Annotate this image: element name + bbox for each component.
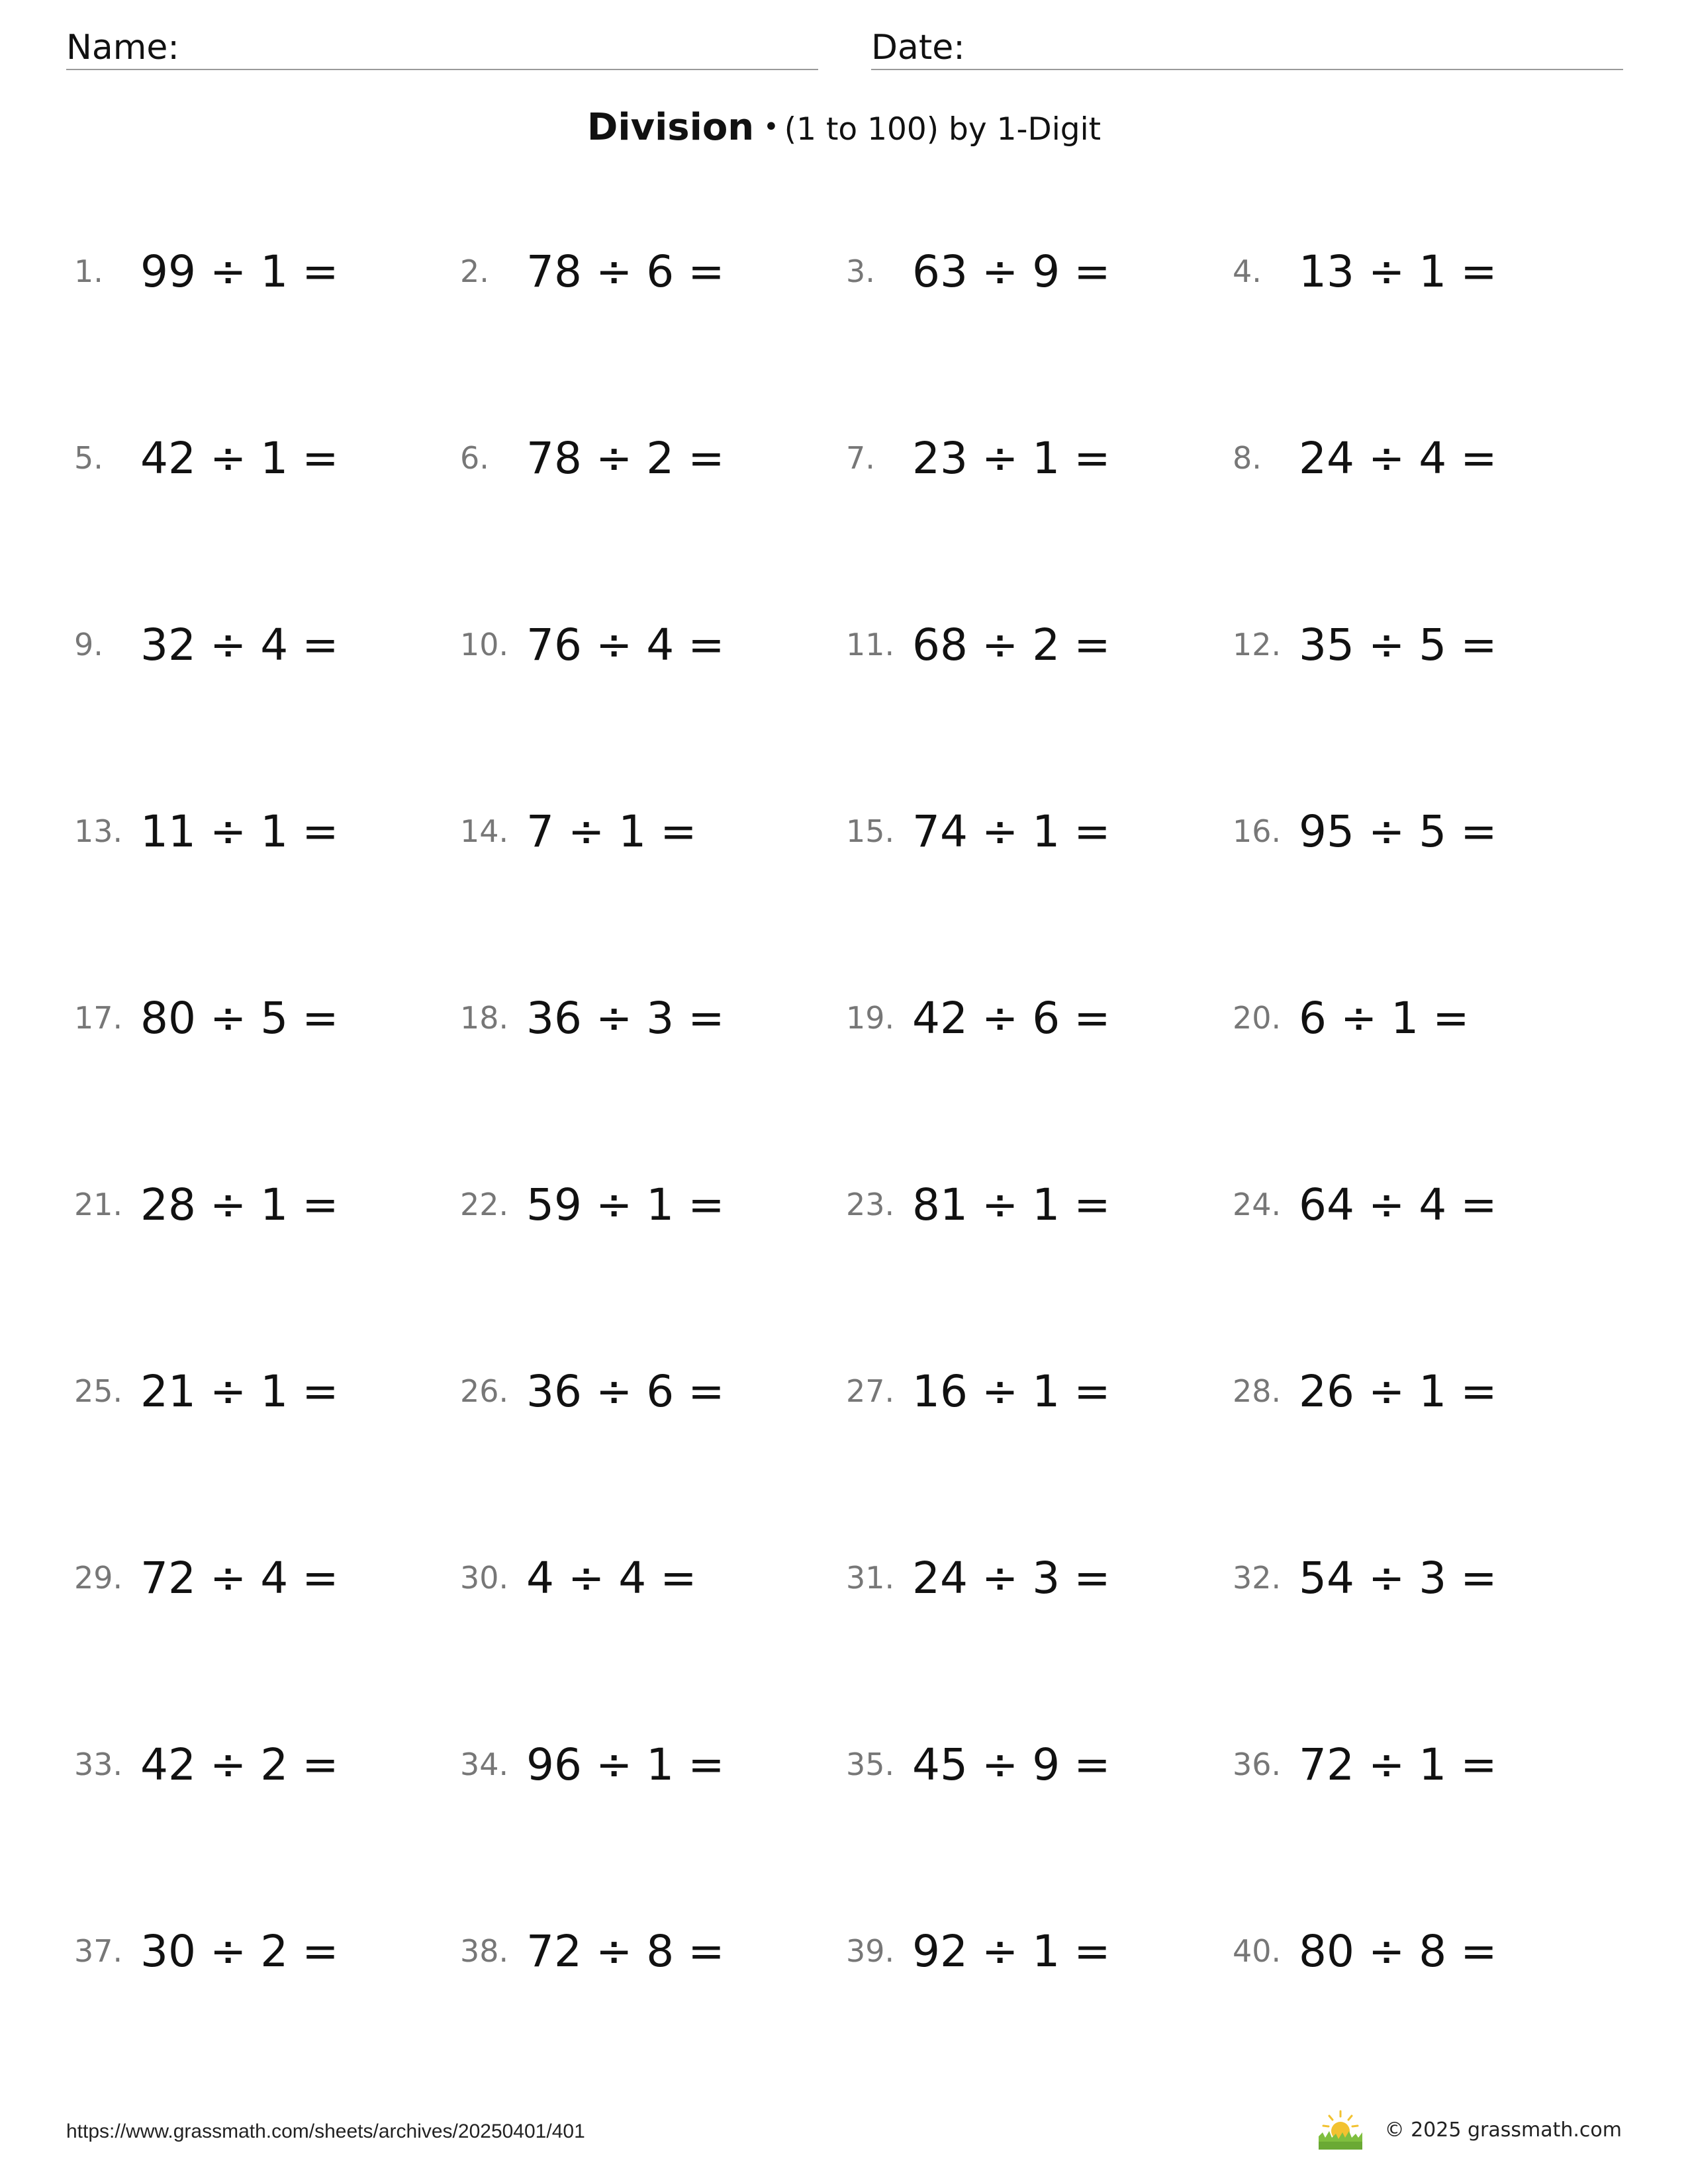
problem-expression: 36 ÷ 6 = <box>526 1365 725 1417</box>
problem-item <box>460 1358 725 1424</box>
problem-number: 38. <box>460 1933 509 1969</box>
problem-expression: 68 ÷ 2 = <box>912 619 1111 670</box>
problem-item <box>1233 985 1470 1051</box>
problem-expression: 42 ÷ 1 = <box>140 432 339 484</box>
problem-item <box>1233 238 1497 304</box>
problem-number: 20. <box>1233 1000 1282 1036</box>
problem-item <box>460 985 725 1051</box>
problem-item <box>846 1358 1111 1424</box>
problem-item <box>846 798 1111 864</box>
problem-expression: 59 ÷ 1 = <box>526 1179 725 1230</box>
problem-number: 29. <box>74 1560 123 1596</box>
copyright-text: © 2025 grassmath.com <box>1384 2118 1622 2142</box>
problem-item <box>846 425 1111 491</box>
title-separator: • <box>763 112 779 142</box>
problem-expression: 64 ÷ 4 = <box>1299 1179 1497 1230</box>
footer-brand <box>1317 2109 1622 2151</box>
problem-number: 4. <box>1233 253 1262 289</box>
problem-expression: 4 ÷ 4 = <box>526 1552 697 1604</box>
problem-item <box>846 612 1111 678</box>
problem-number: 16. <box>1233 813 1282 849</box>
problem-item <box>846 238 1111 304</box>
problem-number: 40. <box>1233 1933 1282 1969</box>
problem-expression: 11 ÷ 1 = <box>140 805 339 857</box>
problem-expression: 99 ÷ 1 = <box>140 246 339 297</box>
problem-item <box>460 798 697 864</box>
problem-expression: 96 ÷ 1 = <box>526 1739 725 1790</box>
problem-expression: 72 ÷ 8 = <box>526 1925 725 1977</box>
problem-item <box>846 1545 1111 1611</box>
footer-url[interactable]: https://www.grassmath.com/sheets/archives/20250401/401 <box>66 2120 585 2142</box>
problem-item <box>460 1731 725 1797</box>
problem-expression: 72 ÷ 1 = <box>1299 1739 1497 1790</box>
page-title <box>0 106 1688 149</box>
problem-number: 10. <box>460 627 509 662</box>
problem-item <box>74 1171 339 1238</box>
problem-number: 2. <box>460 253 489 289</box>
problem-expression: 6 ÷ 1 = <box>1299 992 1470 1044</box>
problem-item <box>1233 798 1497 864</box>
problem-number: 17. <box>74 1000 123 1036</box>
problem-expression: 42 ÷ 2 = <box>140 1739 339 1790</box>
problem-item <box>74 1731 339 1797</box>
problem-number: 34. <box>460 1747 509 1782</box>
problem-expression: 32 ÷ 4 = <box>140 619 339 670</box>
problem-number: 12. <box>1233 627 1282 662</box>
problem-number: 23. <box>846 1187 895 1222</box>
problem-item <box>1233 1171 1497 1238</box>
problem-number: 13. <box>74 813 123 849</box>
problem-expression: 24 ÷ 3 = <box>912 1552 1111 1604</box>
problem-item <box>74 425 339 491</box>
problem-expression: 26 ÷ 1 = <box>1299 1365 1497 1417</box>
problem-item <box>846 1171 1111 1238</box>
problem-number: 14. <box>460 813 509 849</box>
problem-number: 3. <box>846 253 875 289</box>
date-label: Date: <box>871 28 965 68</box>
problem-item <box>1233 612 1497 678</box>
problem-expression: 42 ÷ 6 = <box>912 992 1111 1044</box>
problem-number: 6. <box>460 440 489 476</box>
name-label: Name: <box>66 28 179 68</box>
problem-item <box>74 612 339 678</box>
problem-number: 7. <box>846 440 875 476</box>
problem-number: 37. <box>74 1933 123 1969</box>
problem-item <box>460 1171 725 1238</box>
problem-expression: 45 ÷ 9 = <box>912 1739 1111 1790</box>
problem-expression: 7 ÷ 1 = <box>526 805 697 857</box>
problem-expression: 16 ÷ 1 = <box>912 1365 1111 1417</box>
problem-number: 22. <box>460 1187 509 1222</box>
problem-item <box>74 1918 339 1984</box>
problem-expression: 36 ÷ 3 = <box>526 992 725 1044</box>
problem-expression: 24 ÷ 4 = <box>1299 432 1497 484</box>
problem-item <box>460 238 725 304</box>
name-field[interactable] <box>66 24 818 70</box>
problem-expression: 63 ÷ 9 = <box>912 246 1111 297</box>
problem-item <box>1233 1545 1497 1611</box>
problem-item <box>74 1358 339 1424</box>
problem-item <box>1233 425 1497 491</box>
problem-expression: 92 ÷ 1 = <box>912 1925 1111 1977</box>
problem-item <box>1233 1731 1497 1797</box>
title-subtitle: (1 to 100) by 1-Digit <box>784 111 1102 148</box>
problem-grid <box>0 238 1688 2131</box>
problem-number: 26. <box>460 1373 509 1409</box>
problem-number: 18. <box>460 1000 509 1036</box>
problem-expression: 95 ÷ 5 = <box>1299 805 1497 857</box>
problem-expression: 35 ÷ 5 = <box>1299 619 1497 670</box>
problem-number: 30. <box>460 1560 509 1596</box>
problem-item <box>74 985 339 1051</box>
problem-number: 28. <box>1233 1373 1282 1409</box>
problem-number: 11. <box>846 627 895 662</box>
grass-sun-logo-icon <box>1317 2109 1364 2151</box>
problem-number: 21. <box>74 1187 123 1222</box>
problem-item <box>74 798 339 864</box>
problem-expression: 81 ÷ 1 = <box>912 1179 1111 1230</box>
problem-number: 19. <box>846 1000 895 1036</box>
problem-item <box>74 1545 339 1611</box>
problem-expression: 23 ÷ 1 = <box>912 432 1111 484</box>
problem-expression: 54 ÷ 3 = <box>1299 1552 1497 1604</box>
problem-number: 25. <box>74 1373 123 1409</box>
problem-item <box>846 1731 1111 1797</box>
problem-item <box>460 425 725 491</box>
problem-item <box>846 1918 1111 1984</box>
problem-item <box>74 238 339 304</box>
problem-number: 32. <box>1233 1560 1282 1596</box>
problem-item <box>460 612 725 678</box>
problem-number: 35. <box>846 1747 895 1782</box>
problem-item <box>460 1545 697 1611</box>
problem-number: 33. <box>74 1747 123 1782</box>
problem-item <box>1233 1358 1497 1424</box>
problem-expression: 78 ÷ 6 = <box>526 246 725 297</box>
problem-number: 1. <box>74 253 103 289</box>
problem-expression: 80 ÷ 8 = <box>1299 1925 1497 1977</box>
problem-number: 24. <box>1233 1187 1282 1222</box>
problem-number: 5. <box>74 440 103 476</box>
problem-number: 8. <box>1233 440 1262 476</box>
problem-item <box>846 985 1111 1051</box>
problem-number: 9. <box>74 627 103 662</box>
problem-expression: 76 ÷ 4 = <box>526 619 725 670</box>
problem-expression: 28 ÷ 1 = <box>140 1179 339 1230</box>
problem-number: 39. <box>846 1933 895 1969</box>
problem-expression: 80 ÷ 5 = <box>140 992 339 1044</box>
problem-expression: 21 ÷ 1 = <box>140 1365 339 1417</box>
date-field[interactable] <box>871 24 1623 70</box>
problem-expression: 74 ÷ 1 = <box>912 805 1111 857</box>
problem-number: 31. <box>846 1560 895 1596</box>
problem-item <box>460 1918 725 1984</box>
problem-expression: 30 ÷ 2 = <box>140 1925 339 1977</box>
problem-expression: 13 ÷ 1 = <box>1299 246 1497 297</box>
problem-expression: 72 ÷ 4 = <box>140 1552 339 1604</box>
title-main: Division <box>586 106 755 149</box>
problem-number: 15. <box>846 813 895 849</box>
problem-expression: 78 ÷ 2 = <box>526 432 725 484</box>
problem-number: 36. <box>1233 1747 1282 1782</box>
problem-number: 27. <box>846 1373 895 1409</box>
problem-item <box>1233 1918 1497 1984</box>
